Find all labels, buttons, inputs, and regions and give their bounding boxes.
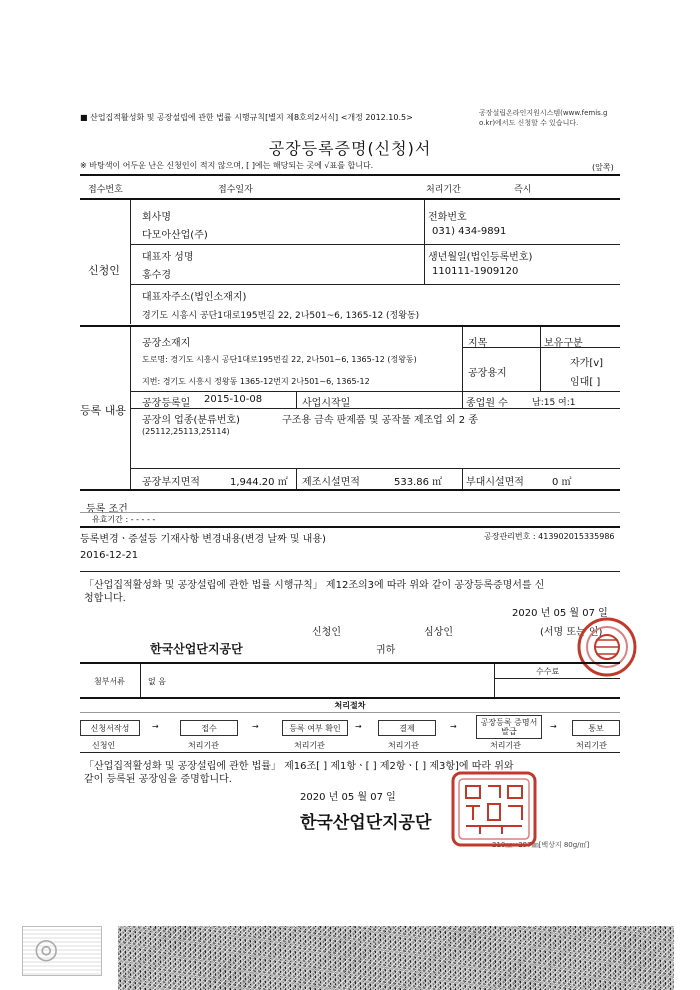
fee-divider xyxy=(494,664,495,698)
official-seal-icon xyxy=(450,770,538,848)
divider-top xyxy=(80,174,620,176)
changes-label: 등록변경ㆍ증설등 기재사항 변경내용(변경 날짜 및 내용) xyxy=(80,534,326,545)
ownership-own: 자가[v] xyxy=(570,358,604,369)
address-label: 대표자주소(법인소재지) xyxy=(142,292,247,303)
sign-placeholder: (서명 또는 인) xyxy=(540,627,603,638)
reg-row-divider-1 xyxy=(131,391,620,392)
site-area-value: 1,944.20 ㎡ xyxy=(230,477,288,488)
recipient-name: 한국산업단지공단 xyxy=(150,642,243,656)
receipt-number-label: 접수번호 xyxy=(88,185,123,195)
divider-conditions xyxy=(80,526,620,528)
applicant-name: 심상인 xyxy=(424,627,453,638)
validity-period: 유효기간 : - - - - - xyxy=(92,515,156,524)
divider-attach-bottom xyxy=(80,697,620,699)
divider-registration xyxy=(80,489,620,491)
divider-attach-top xyxy=(80,662,620,664)
process-arrow-icon: → xyxy=(355,722,362,731)
mfg-area-label: 제조시설면적 xyxy=(302,477,360,488)
ownership-lease: 임대[ ] xyxy=(570,377,601,388)
certification-text-line1: 「산업집적활성화 및 공장설립에 관한 법률」 제16조[ ] 제1항ㆍ[ ] 제2항ㆍ[ ] 제3항]에 따라 위와 xyxy=(84,761,514,772)
process-step-issue: 공장등록 증명서 발급 xyxy=(476,715,542,739)
conditions-label: 등록 조건 xyxy=(86,504,128,515)
paper-spec: 210㎜×297㎜[백상지 80g/㎡] xyxy=(492,841,590,849)
attachments-label: 첨부서류 xyxy=(94,677,125,686)
process-title: 처리절차 xyxy=(334,701,366,710)
divider-receipt xyxy=(80,198,620,200)
industry-codes: (25112,25113,25114) xyxy=(142,427,230,436)
ownership-label: 보유구분 xyxy=(544,338,583,349)
attach-label-divider xyxy=(140,664,141,698)
aux-area-label: 부대시설면적 xyxy=(466,477,524,488)
issuer-name: 한국산업단지공단 xyxy=(300,813,432,833)
road-address: 도로명: 경기도 시흥시 공단1대로195번길 22, 2나501~6, 1365-12 (정왕동) xyxy=(142,355,417,364)
divider-changes xyxy=(80,571,620,572)
representative-label: 대표자 성명 xyxy=(142,252,194,263)
certification-text-line2: 같이 등록된 공장임을 증명합니다. xyxy=(84,774,232,785)
business-start-label: 사업시작일 xyxy=(302,398,351,409)
process-actor: 신청인 xyxy=(92,741,116,750)
request-date: 2020 년 05 월 07 일 xyxy=(512,608,608,619)
company-value: 다모아산업(주) xyxy=(142,230,208,241)
fee-label: 수수료 xyxy=(536,667,560,676)
process-arrow-icon: → xyxy=(550,722,557,731)
process-step-check: 등록 여부 확인 xyxy=(282,720,348,736)
registration-date-label: 공장등록일 xyxy=(142,398,191,409)
applicant-row-divider-2 xyxy=(131,284,620,285)
process-step-notify: 통보 xyxy=(572,720,620,736)
process-arrow-icon: → xyxy=(152,722,159,731)
land-category-value: 공장용지 xyxy=(468,368,507,379)
applicant-section-label: 신청인 xyxy=(88,264,120,277)
registration-date-value: 2015-10-08 xyxy=(204,394,263,405)
employee-count-label: 종업원 수 xyxy=(466,398,508,409)
start-divider xyxy=(462,391,463,408)
original-stamp-mark-icon: ◎ xyxy=(34,932,59,965)
instruction-note: ※ 바탕색이 어두운 난은 신청인이 적지 않으며, [ ]에는 해당되는 곳에 √표를 합니다. xyxy=(80,161,374,170)
conditions-divider xyxy=(80,512,620,513)
attachments-value: 없 음 xyxy=(148,677,166,686)
applicant-mid-divider xyxy=(424,200,425,284)
employee-count-value: 남:15 여:1 xyxy=(532,398,576,408)
site-divider xyxy=(296,468,297,489)
applicant-divider-v xyxy=(130,200,131,324)
aux-area-value: 0 ㎡ xyxy=(552,477,572,488)
reg-row-divider-2 xyxy=(131,408,620,409)
mfg-area-value: 533.86 ㎡ xyxy=(394,477,443,488)
form-reference: ■ 산업집적활성화 및 공장설립에 관한 법률 시행규칙[별지 제8호의2서식] <개정 2012.10.5> xyxy=(80,113,413,122)
security-pattern-icon xyxy=(118,926,674,990)
applicant-row-divider xyxy=(131,244,620,245)
fee-header-divider xyxy=(494,678,620,679)
reg-row-divider-3 xyxy=(131,468,620,469)
document-title: 공장등록증명(신청)서 xyxy=(268,139,432,158)
site-area-label: 공장부지면적 xyxy=(142,477,200,488)
lot-address: 지번: 경기도 시흥시 정왕동 1365-12번지 2나501~6, 1365-12 xyxy=(142,377,370,386)
divider-process xyxy=(80,752,620,753)
representative-value: 홍수경 xyxy=(142,270,171,281)
address-value: 경기도 시흥시 공단1대로195번길 22, 2나501~6, 1365-12 (정왕동) xyxy=(142,311,420,321)
processing-period-label: 처리기간 xyxy=(426,185,461,195)
phone-label: 전화번호 xyxy=(428,212,467,223)
applicant-role-label: 신청인 xyxy=(312,627,341,638)
process-actor: 처리기관 xyxy=(576,741,607,750)
certification-date: 2020 년 05 월 07 일 xyxy=(300,792,396,803)
registration-section-label: 등록 내용 xyxy=(80,404,127,417)
page-side: (앞쪽) xyxy=(592,163,614,172)
birth-label: 생년월일(법인등록번호) xyxy=(428,252,533,263)
processing-period-value: 즉시 xyxy=(514,185,532,195)
phone-value: 031) 434-9891 xyxy=(432,226,507,237)
birth-value: 110111-1909120 xyxy=(432,266,519,277)
process-actor: 처리기관 xyxy=(490,741,521,750)
request-text-line1: 「산업집적활성화 및 공장설립에 관한 법률 시행규칙」 제12조의3에 따라 위와 같이 공장등록증명서를 신 xyxy=(84,580,545,591)
process-actor: 처리기관 xyxy=(294,741,325,750)
regdate-divider xyxy=(296,391,297,408)
online-note-line2: o.kr)에서도 신청할 수 있습니다. xyxy=(479,119,579,127)
process-actor: 처리기관 xyxy=(188,741,219,750)
process-arrow-icon: → xyxy=(450,722,457,731)
process-arrow-icon: → xyxy=(252,722,259,731)
management-number: 공장관리번호 : 413902015335986 xyxy=(484,532,615,541)
factory-location-label: 공장소재지 xyxy=(142,338,191,349)
mfg-divider xyxy=(462,468,463,489)
industry-value: 구조용 금속 판제품 및 공작물 제조업 외 2 종 xyxy=(282,415,479,426)
request-text-line2: 청합니다. xyxy=(84,593,126,604)
process-step-receipt: 접수 xyxy=(180,720,238,736)
process-step-approval: 결제 xyxy=(378,720,436,736)
industry-label: 공장의 업종(분류번호) xyxy=(142,415,240,426)
process-actor: 처리기관 xyxy=(388,741,419,750)
online-note-line1: 공장설립온라인지원시스템(www.femis.g xyxy=(479,109,608,117)
divider-applicant xyxy=(80,325,620,327)
process-divider xyxy=(80,712,620,713)
land-header-divider xyxy=(462,347,620,348)
recipient-suffix: 귀하 xyxy=(376,645,396,656)
applicant-seal-icon xyxy=(576,616,638,678)
process-step-application: 신청서작성 xyxy=(80,720,140,736)
receipt-date-label: 접수일자 xyxy=(218,185,253,195)
change-date: 2016-12-21 xyxy=(80,550,139,561)
land-category-label: 지목 xyxy=(468,338,488,349)
company-label: 회사명 xyxy=(142,212,171,223)
loc-divider xyxy=(462,327,463,391)
land-divider xyxy=(540,327,541,391)
